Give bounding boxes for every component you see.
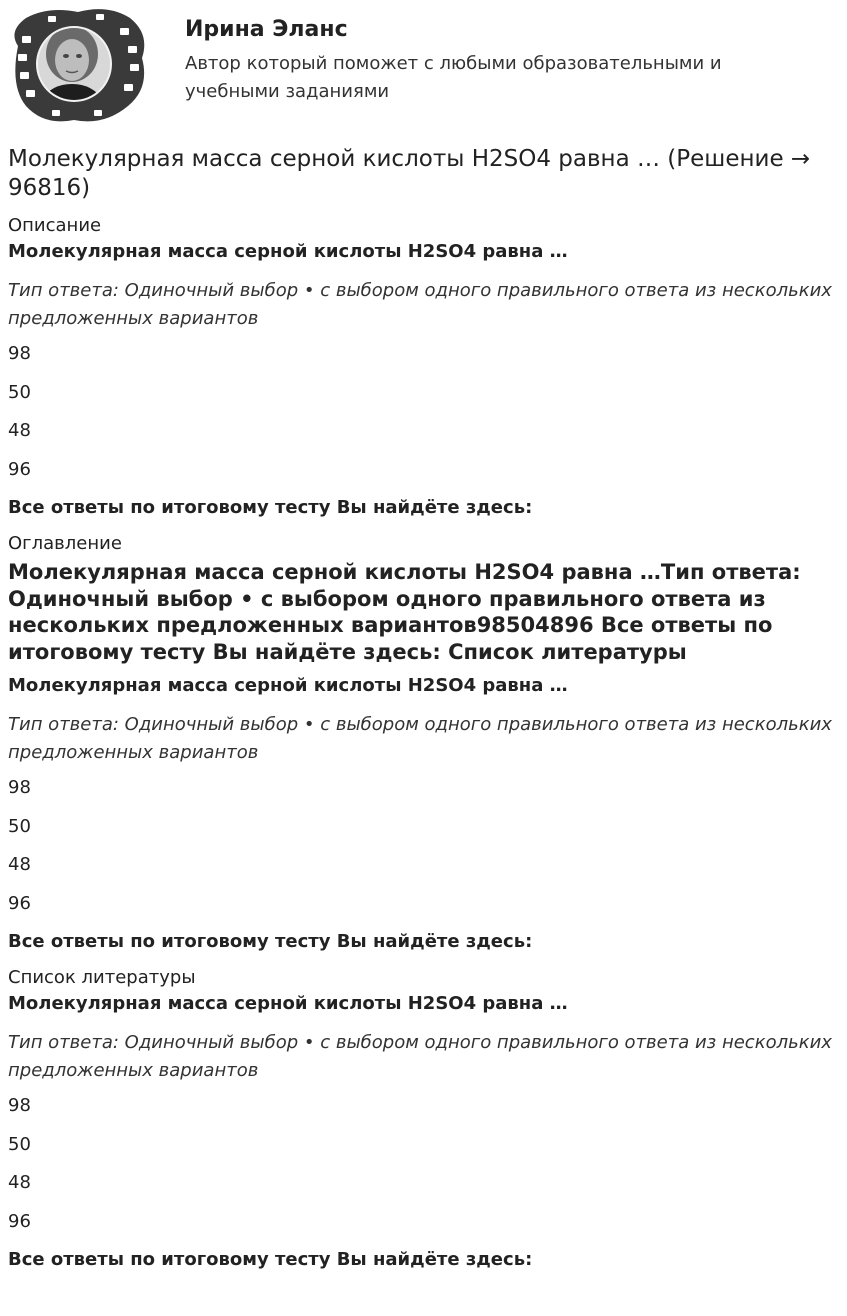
description-section xyxy=(8,215,844,519)
question-type: Тип ответа: Одиночный выбор • с выбором одного правильного ответа из нескольких предложенных вариантов xyxy=(8,280,832,329)
toc-section xyxy=(8,533,844,953)
literature-section xyxy=(8,967,844,1271)
main-content xyxy=(8,145,844,1285)
toc-heading: Молекулярная масса серной кислоты H2SO4 равна …Тип ответа: Одиночный выбор • с выбором одного правильного ответа из нескольких предложенных вариантов98504896 Все ответы по итоговому тесту Вы найдёте здесь: Список литературы xyxy=(8,560,801,664)
author-avatar xyxy=(8,6,150,126)
toc-label: Оглавление xyxy=(8,533,122,554)
question-title: Молекулярная масса серной кислоты H2SO4 равна … xyxy=(8,675,568,696)
option-item: 98 xyxy=(8,777,31,798)
author-description: Автор который поможет с любыми образовательными и учебными заданиями xyxy=(185,53,722,102)
option-item: 48 xyxy=(8,420,31,441)
description-label: Описание xyxy=(8,215,102,236)
options-list xyxy=(8,343,844,481)
option-item: 96 xyxy=(8,892,31,914)
answers-link-text: Все ответы по итоговому тесту Вы найдёте здесь: xyxy=(8,931,533,952)
page-title: Молекулярная масса серной кислоты H2SO4 равна … (Решение → 96816) xyxy=(8,146,811,201)
option-item: 50 xyxy=(8,1133,31,1155)
author-header xyxy=(8,6,839,130)
option-item: 48 xyxy=(8,1172,31,1193)
option-item: 48 xyxy=(8,854,31,875)
author-name[interactable]: Ирина Эланс xyxy=(185,17,348,42)
option-item: 50 xyxy=(8,815,31,837)
question-type: Тип ответа: Одиночный выбор • с выбором одного правильного ответа из нескольких предложенных вариантов xyxy=(8,714,832,763)
literature-label: Список литературы xyxy=(8,967,196,988)
option-item: 98 xyxy=(8,1095,31,1116)
option-item: 50 xyxy=(8,381,31,403)
answers-link-text: Все ответы по итоговому тесту Вы найдёте здесь: xyxy=(8,1249,533,1270)
answers-link-text: Все ответы по итоговому тесту Вы найдёте здесь: xyxy=(8,497,533,518)
option-item: 96 xyxy=(8,458,31,480)
option-item: 98 xyxy=(8,343,31,364)
question-type: Тип ответа: Одиночный выбор • с выбором одного правильного ответа из нескольких предложенных вариантов xyxy=(8,1032,832,1081)
option-item: 96 xyxy=(8,1210,31,1232)
options-list xyxy=(8,777,844,915)
question-title: Молекулярная масса серной кислоты H2SO4 равна … xyxy=(8,993,568,1014)
question-title: Молекулярная масса серной кислоты H2SO4 равна … xyxy=(8,241,568,262)
options-list xyxy=(8,1095,844,1233)
